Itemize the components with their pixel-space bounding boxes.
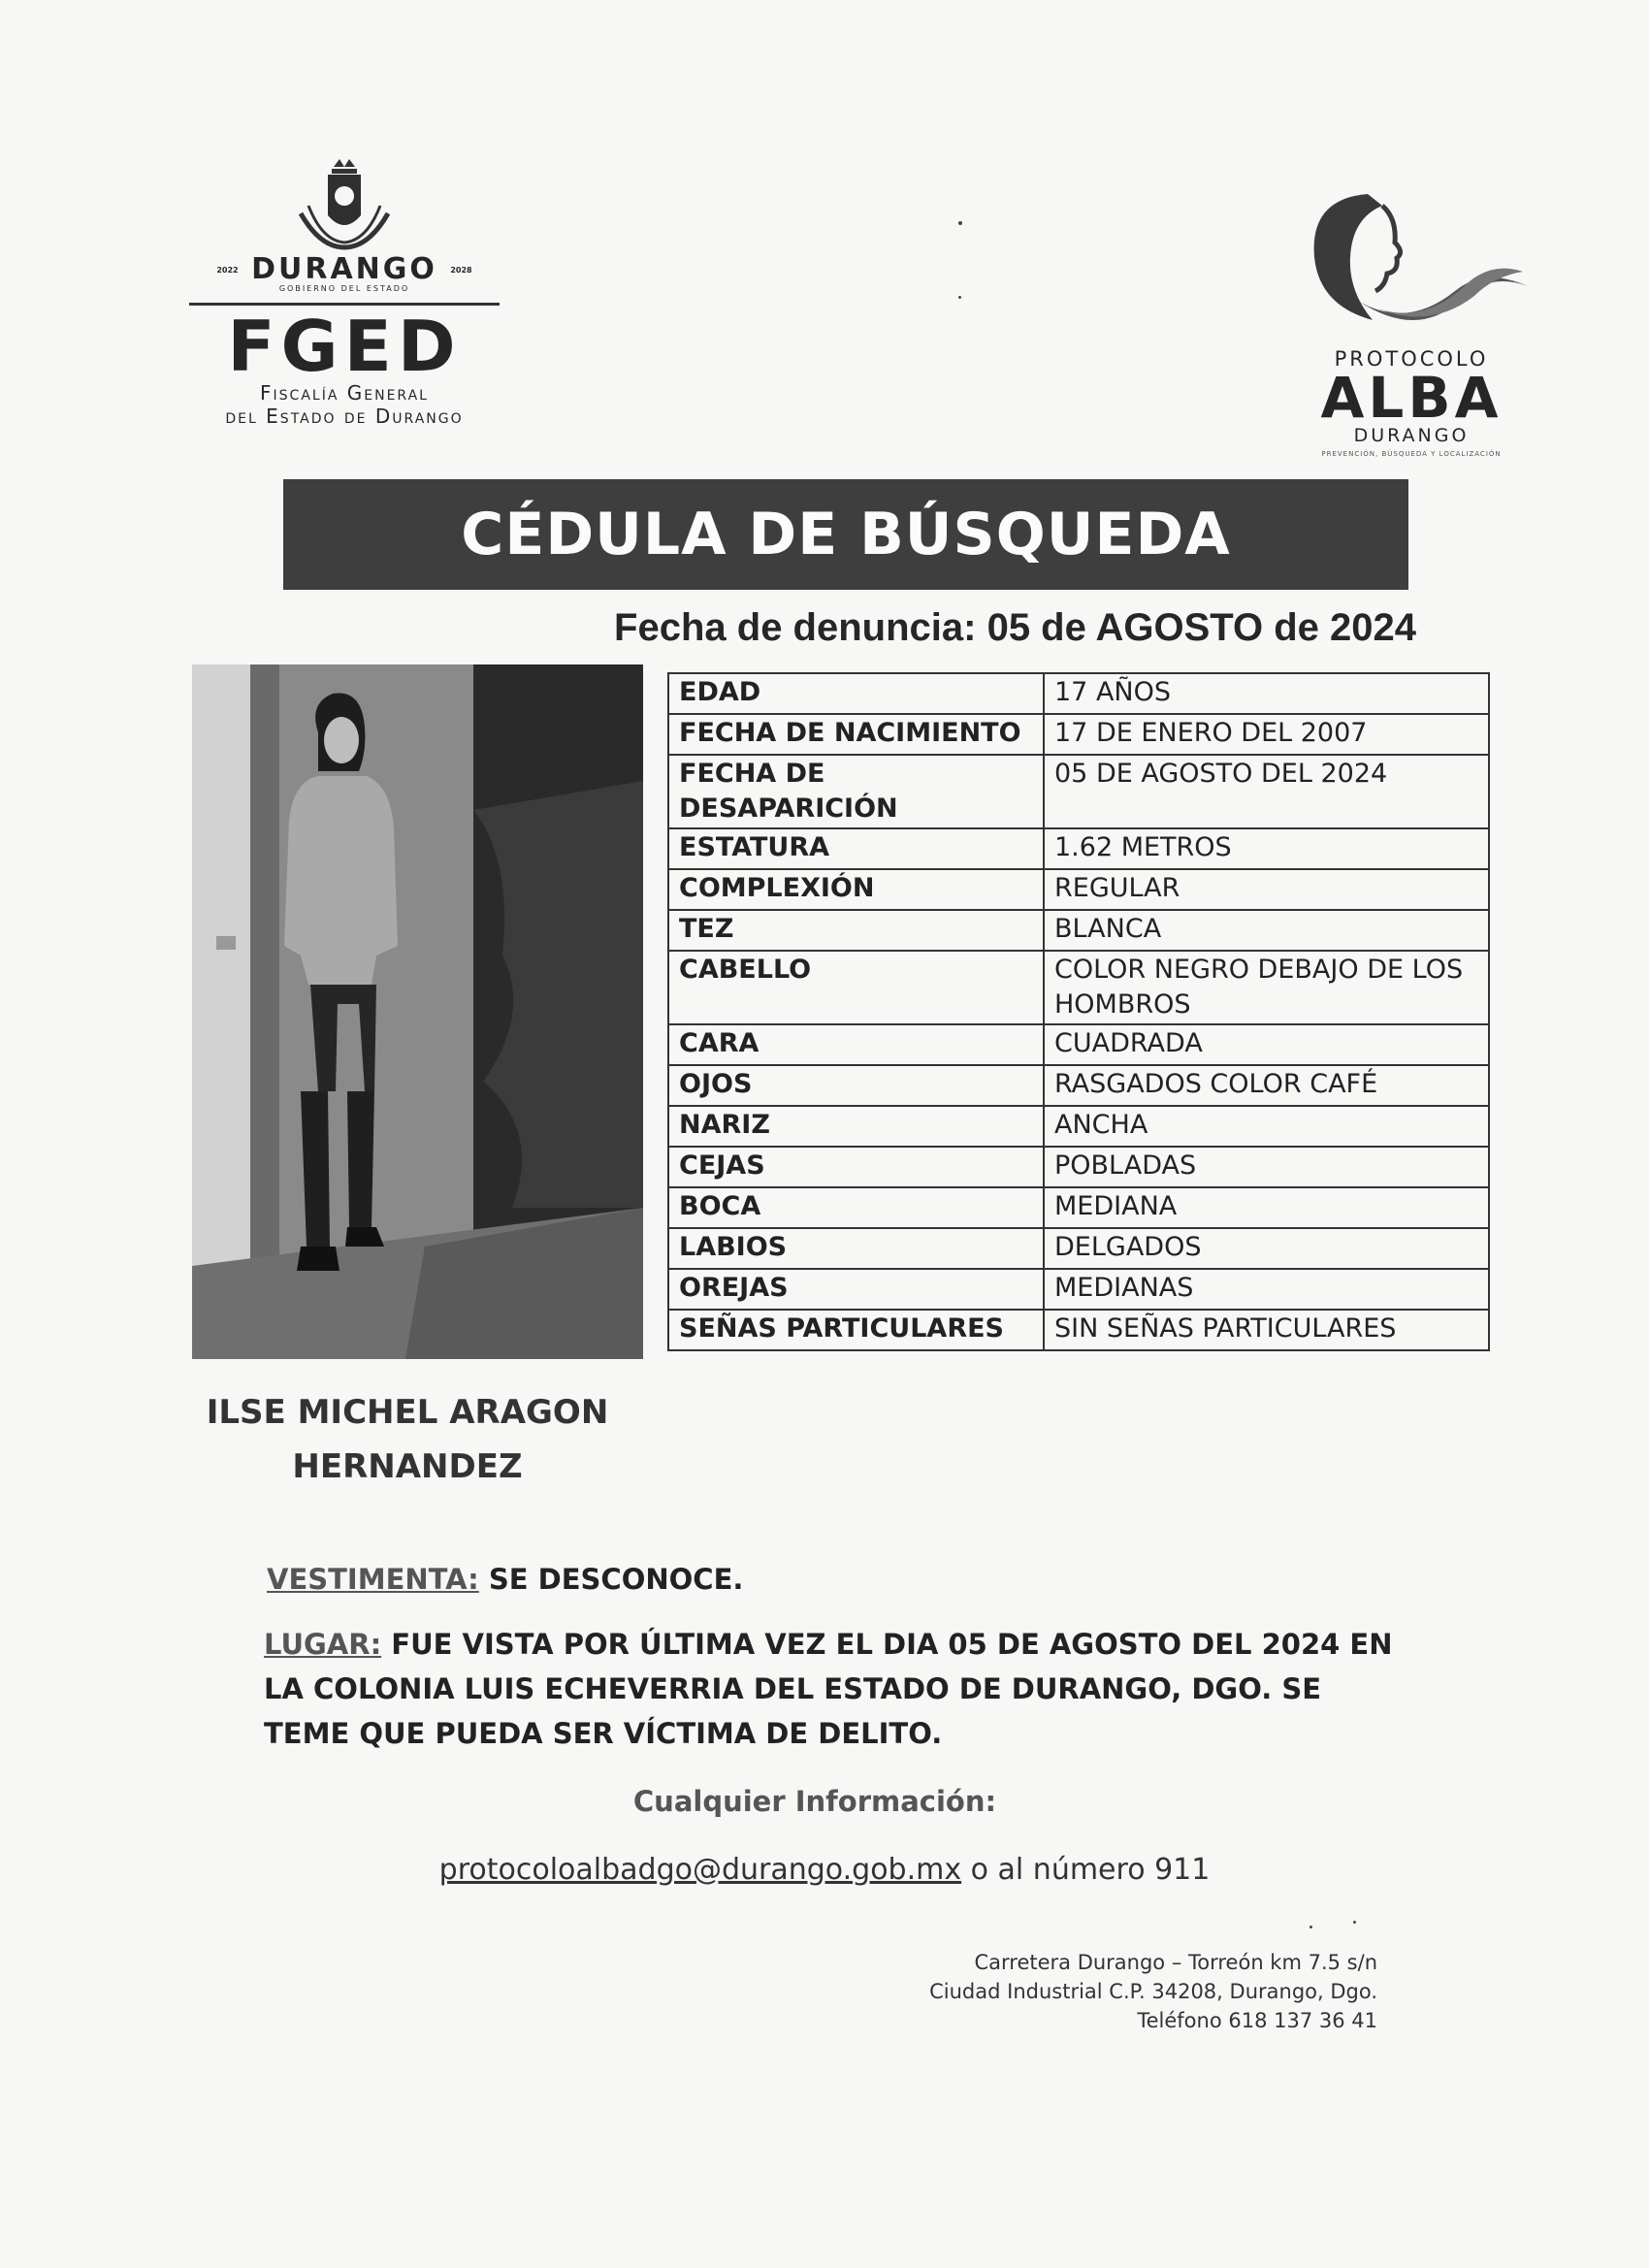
detail-label: TEZ — [668, 910, 1044, 951]
gobierno-label: GOBIERNO DEL ESTADO — [278, 284, 410, 293]
detail-value: SIN SEÑAS PARTICULARES — [1044, 1310, 1489, 1350]
detail-label: FECHA DE NACIMIENTO — [668, 714, 1044, 755]
address-phone: Teléfono 618 137 36 41 — [1137, 2009, 1377, 2032]
detail-value: 05 DE AGOSTO DEL 2024 — [1044, 755, 1489, 828]
detail-value: DELGADOS — [1044, 1228, 1489, 1269]
detail-label: ESTATURA — [668, 828, 1044, 869]
detail-label: COMPLEXIÓN — [668, 869, 1044, 910]
state-name: DURANGO — [251, 252, 437, 286]
details-row — [668, 714, 1489, 755]
protocolo-label: PROTOCOLO — [1334, 347, 1489, 371]
contact-phone-text: o al número 911 — [961, 1853, 1211, 1887]
fged-logo — [189, 155, 500, 441]
alba-label: ALBA — [1320, 365, 1503, 431]
scan-speck — [1353, 1921, 1356, 1924]
missing-person-photo — [192, 664, 643, 1359]
detail-value: BLANCA — [1044, 910, 1489, 951]
page-title: CÉDULA DE BÚSQUEDA — [283, 479, 1408, 590]
details-row — [668, 673, 1489, 714]
detail-label: LABIOS — [668, 1228, 1044, 1269]
alba-logo — [1280, 184, 1542, 456]
person-name-line2: HERNANDEZ — [292, 1447, 523, 1486]
details-row — [668, 1187, 1489, 1228]
place-text: FUE VISTA POR ÚLTIMA VEZ EL DIA 05 DE AGOSTO DEL 2024 EN LA COLONIA LUIS ECHEVERRIA DEL ESTADO DE DURANGO, DGO. SE TEME QUE PUEDA SER VÍCTIMA DE DELITO. — [264, 1628, 1393, 1750]
person-name-line1: ILSE MICHEL ARAGON — [206, 1393, 609, 1432]
person-name — [194, 1385, 621, 1494]
clothing-text: SE DESCONOCE. — [478, 1563, 744, 1596]
detail-label: CEJAS — [668, 1147, 1044, 1187]
detail-value: MEDIANA — [1044, 1187, 1489, 1228]
detail-label: SEÑAS PARTICULARES — [668, 1310, 1044, 1350]
detail-value: POBLADAS — [1044, 1147, 1489, 1187]
detail-value: 1.62 METROS — [1044, 828, 1489, 869]
scan-speck — [958, 296, 961, 299]
detail-value: MEDIANAS — [1044, 1269, 1489, 1310]
clothing-key: VESTIMENTA: — [267, 1563, 479, 1596]
detail-value: ANCHA — [1044, 1106, 1489, 1147]
detail-value: COLOR NEGRO DEBAJO DE LOS HOMBROS — [1044, 951, 1489, 1024]
scan-speck — [1310, 1926, 1312, 1928]
place-paragraph — [264, 1622, 1399, 1756]
detail-label: OJOS — [668, 1065, 1044, 1106]
detail-value: REGULAR — [1044, 869, 1489, 910]
detail-label: OREJAS — [668, 1269, 1044, 1310]
person-details-table — [667, 672, 1490, 1351]
address-block — [854, 1948, 1377, 2035]
details-row — [668, 1024, 1489, 1065]
fiscalia-line1: Fiscalía General — [260, 381, 429, 405]
fged-acronym: FGED — [227, 306, 462, 387]
detail-value: RASGADOS COLOR CAFÉ — [1044, 1065, 1489, 1106]
details-row — [668, 1269, 1489, 1310]
detail-label: CARA — [668, 1024, 1044, 1065]
detail-label: NARIZ — [668, 1106, 1044, 1147]
detail-value: 17 AÑOS — [1044, 673, 1489, 714]
detail-label: FECHA DE DESAPARICIÓN — [668, 755, 1044, 828]
details-row — [668, 828, 1489, 869]
detail-value: CUADRADA — [1044, 1024, 1489, 1065]
details-row — [668, 1310, 1489, 1350]
place-key: LUGAR: — [264, 1628, 382, 1661]
detail-value: 17 DE ENERO DEL 2007 — [1044, 714, 1489, 755]
info-heading: Cualquier Información: — [632, 1785, 997, 1818]
details-row — [668, 1106, 1489, 1147]
detail-label: EDAD — [668, 673, 1044, 714]
durango-label: DURANGO — [1353, 425, 1470, 446]
right-year: 2028 — [450, 266, 472, 275]
details-row — [668, 869, 1489, 910]
alba-woman-profile-icon — [1290, 184, 1533, 340]
left-year: 2022 — [216, 266, 239, 275]
details-row — [668, 1065, 1489, 1106]
detail-label: CABELLO — [668, 951, 1044, 1024]
contact-line — [291, 1853, 1358, 1887]
scan-speck — [958, 221, 962, 225]
fiscalia-line2: del Estado de Durango — [225, 405, 464, 428]
details-row — [668, 951, 1489, 1024]
report-date: Fecha de denuncia: 05 de AGOSTO de 2024 — [614, 606, 1416, 649]
details-row — [668, 1147, 1489, 1187]
clothing-paragraph — [267, 1557, 1431, 1602]
detail-label: BOCA — [668, 1187, 1044, 1228]
address-line2: Ciudad Industrial C.P. 34208, Durango, Dgo. — [929, 1980, 1377, 2003]
durango-crest-icon — [291, 155, 398, 252]
details-row — [668, 1228, 1489, 1269]
details-row — [668, 910, 1489, 951]
address-line1: Carretera Durango – Torreón km 7.5 s/n — [974, 1951, 1377, 1974]
details-row — [668, 755, 1489, 828]
alba-tagline: PREVENCIÓN, BÚSQUEDA Y LOCALIZACIÓN — [1321, 450, 1502, 458]
contact-email-link[interactable]: protocoloalbadgo@durango.gob.mx — [438, 1853, 962, 1887]
